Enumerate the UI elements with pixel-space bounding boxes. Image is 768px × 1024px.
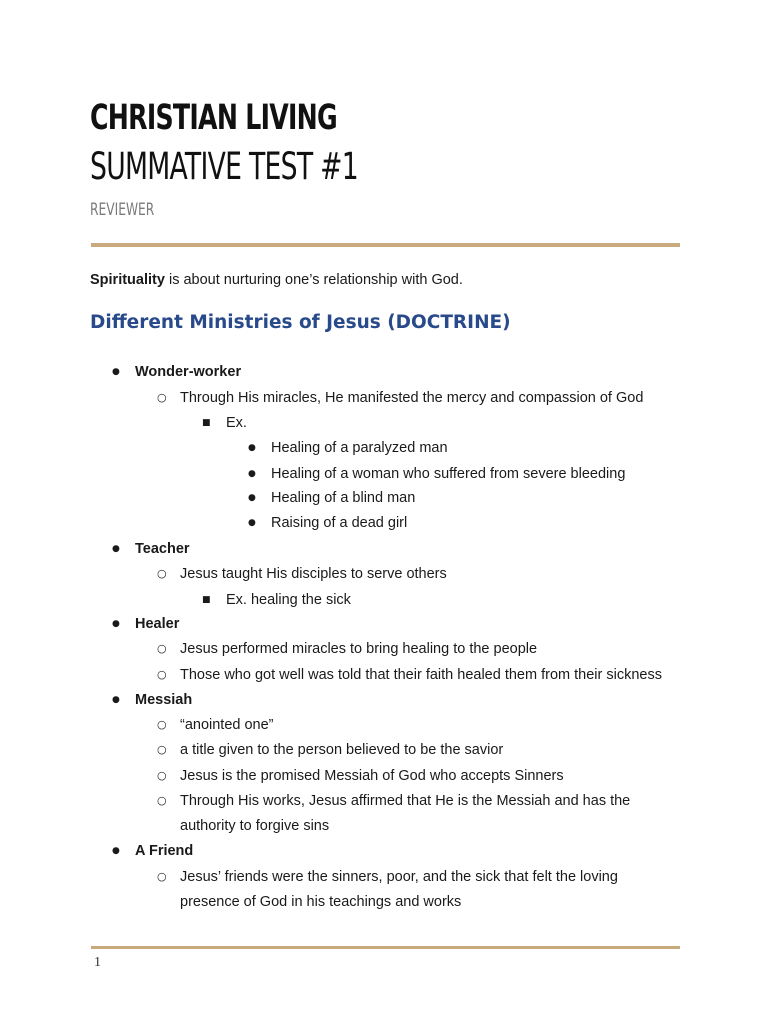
page-number: 1	[94, 955, 101, 970]
list-item-continuation: presence of God in his teachings and works	[180, 894, 462, 910]
list-item: a title given to the person believed to be the savior	[180, 742, 504, 758]
document-title: CHRISTIAN LIVING	[90, 98, 338, 138]
list-item: Raising of a dead girl	[271, 515, 408, 531]
bullet-disc-icon: ●	[248, 443, 256, 453]
bullet-circle-icon: ○	[157, 668, 167, 681]
list-item: Those who got well was told that their faith healed them from their sickness	[180, 667, 662, 683]
list-item-continuation: authority to forgive sins	[180, 818, 330, 834]
list-item-teacher: Teacher	[135, 541, 190, 557]
list-item: Healing of a woman who suffered from severe bleeding	[271, 466, 626, 482]
bullet-square-icon: ■	[202, 595, 211, 605]
intro-bold-term: Spirituality	[90, 272, 165, 288]
list-item: Jesus taught His disciples to serve others	[180, 566, 447, 582]
intro-text: is about nurturing one’s relationship with God.	[164, 272, 463, 288]
intro-paragraph	[90, 272, 463, 288]
bullet-disc-icon: ●	[112, 619, 120, 629]
bullet-circle-icon: ○	[157, 743, 167, 756]
list-item: Through His works, Jesus affirmed that He is the Messiah and has the	[180, 793, 631, 809]
list-item: Jesus is the promised Messiah of God who accepts Sinners	[180, 768, 564, 784]
bullet-disc-icon: ●	[248, 469, 256, 479]
list-item: Healing of a paralyzed man	[271, 440, 448, 456]
bullet-circle-icon: ○	[157, 642, 167, 655]
list-item: “anointed one”	[180, 717, 274, 733]
list-item-wonder-worker: Wonder-worker	[135, 364, 242, 380]
bullet-disc-icon: ●	[112, 846, 120, 856]
bullet-circle-icon: ○	[157, 718, 167, 731]
bullet-disc-icon: ●	[112, 367, 120, 377]
list-item: Jesus’ friends were the sinners, poor, and the sick that felt the loving	[180, 869, 618, 885]
list-item: Through His miracles, He manifested the mercy and compassion of God	[180, 390, 644, 406]
list-item-friend: A Friend	[135, 843, 194, 859]
bullet-circle-icon: ○	[157, 794, 167, 807]
footer-divider	[91, 946, 680, 949]
bullet-circle-icon: ○	[157, 391, 167, 404]
bullet-disc-icon: ●	[112, 695, 120, 705]
bullet-circle-icon: ○	[157, 769, 167, 782]
bullet-disc-icon: ●	[248, 493, 256, 503]
list-item-messiah: Messiah	[135, 692, 193, 708]
bullet-disc-icon: ●	[112, 544, 120, 554]
list-item: Ex.	[226, 415, 247, 431]
list-item: Healing of a blind man	[271, 490, 416, 506]
document-subtitle-reviewer: REVIEWER	[90, 200, 155, 220]
list-item: Jesus performed miracles to bring healing to the people	[180, 641, 538, 657]
list-item: Ex. healing the sick	[226, 592, 351, 608]
section-heading: Different Ministries of Jesus (DOCTRINE)	[90, 312, 511, 333]
bullet-circle-icon: ○	[157, 567, 167, 580]
bullet-circle-icon: ○	[157, 870, 167, 883]
list-item-healer: Healer	[135, 616, 180, 632]
document-subtitle-test: SUMMATIVE TEST #1	[90, 145, 358, 188]
bullet-disc-icon: ●	[248, 518, 256, 528]
header-divider	[91, 243, 680, 247]
bullet-square-icon: ■	[202, 418, 211, 428]
